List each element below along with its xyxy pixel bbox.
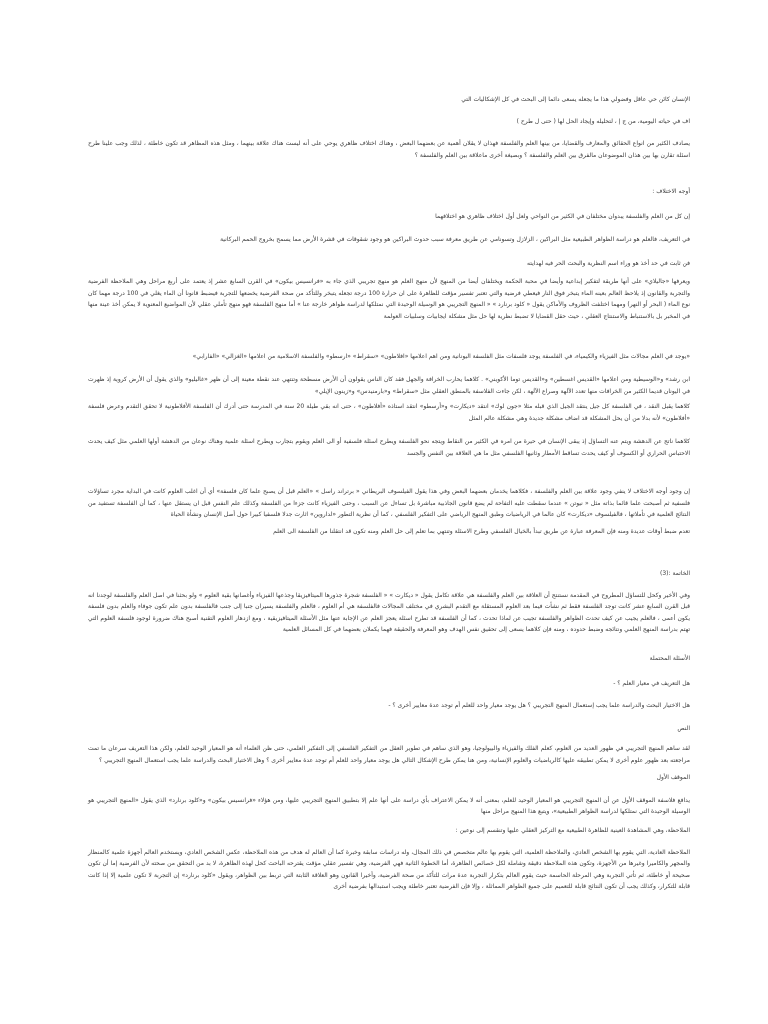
paragraph-line: الملاحظة، وهي المشاهدة العينية للظاهرة الطبيعية مع التركيز العقلي عليها وتنقسم إلى نوعين : <box>455 826 690 834</box>
section-heading-conclusion: الخاتمة :(3) <box>660 569 690 577</box>
section-heading-text: النص <box>677 725 690 732</box>
paragraph: يدافع فلاسفة الموقف الأول عن أن المنهج التجريبي هو المعيار الوحيد للعلم، بمعنى أنه لا يمكن الاعتراف بأي دراسة على أنها علم إلا بتطبيق المنهج التجريبي عليها، ومن هؤلاء «فرانسيس بيكون» و«كلود برنارد» الذي يقول «المنهج التجريبي هو الوسيلة الوحيدة التي نمتلكها لدراسة الظواهر الطبيعية»، ويتبع هذا المنهج مراحل منها <box>88 796 690 815</box>
paragraph: كلاهما ناتج عن الدهشة ويتم عنه التساؤل إذ يبقى الإنسان في حيرة من امره في الكثير من النقاط ويتجه نحو الفلسفة ويطرح اسئلة فلسفية أو الى العلم ويقوم بتجارب ويطرح اسئلة علمية وهناك نوعان من الدهشة أولها العلمي مثل كيف يحدث الاحتباس الحراري أو الكسوف أو كيف يحدث تساقط الأمطار وثانيها الفلسفي مثل ما هي العلاقة بين النفس والجسد <box>88 438 690 457</box>
paragraph: كلاهما يقبل النقد ، في الفلسفة كل جيل ينتقد الجيل الذي قبله مثلا «جون لوك» انتقد «ديكارت» و«أرسطو» انتقد استاذه «أفلاطون» ، حتى انه بقي طيلة 20 سنة في المدرسة حتى أدرك أن الفلسفة الأفلاطونية لا تحقق التقدم وعرض فلسفة «أفلاطون» لأنه بدلا من أن يحل المشكلة قد اضاف مشكلة جديدة وهي مشكلة عالم المثل <box>88 403 690 422</box>
paragraph-line: فن ثابت في حد أخذ هو وراء اسم النظرية والبحث الحر فيه لهدايته <box>527 260 690 267</box>
paragraph: «يوجد في العلم مجالات مثل الفيزياء والكيمياء، في الفلسفة يوجد فلسفات مثل الفلسفة اليونانية ومن اهم اعلامها «افلاطون» «سقراط» «ارسطو» والفلسفة الاسلامية من اعلامها «الغزالي» «الفارابي» <box>192 353 690 360</box>
intro-paragraph: يصادف الكثير من انواع الحقائق والمعارف والقضايا، من بينها العلم والفلسفة فهذان لا يقلان أهمية عن بعضهما البعض ، وهناك اختلاف ظاهري يوحي على أنه ليست هناك علاقة بينهما ، ومثل هذه المظاهر قد تكون خاطئة ، لذلك وجب علينا طرح اسئلة تقارن بها بين هذان الموضوعان مالفرق بين العلم والفلسفة ؟ وبصيغة أخرى ماعلاقة بين العلم والفلسفة ؟ <box>88 140 690 159</box>
paragraph: إن وجود أوجه الاختلاف لا ينفي وجود علاقة بين العلم والفلسفة ، فكلاهما يخدمان بعضهما البعض وفي هذا يقول الفيلسوف البريطاني « برتراند راسل » «العلم قبل أن يصبح علما كان فلسفة» أي أن اغلب العلوم كانت في البداية مجرد تساؤلات فلسفية ثم أصبحت علما قائما بذاته مثل « نيوتن » عندما سقطت عليه التفاحة لم يضع قانون الجاذبية مباشرة بل تساءل عن السبب ، وحتى الفيزياء كانت جزءا من الفلسفة وكذلك علم النفس قبل ان يستقل عنها ، كما أن الفلسفة تستفيد من النتائج العلمية في تأملاتها ، فالفيلسوف «ديكارت» كان عالما في الرياضيات وطبق المنهج الرياضي على التفكير الفلسفي ، كما أن نظرية التطور «لداروين» اثارت جدلا فلسفيا كبيرا حول أصل الإنسان ونشأة الحياة <box>88 488 690 518</box>
question-item: هل التعريف في معيار العلم ؟ - <box>613 680 690 687</box>
intro-line: اف في حياته اليومية، من ج إ ، لتحليله وإيجاد الحل لها ( حتى ل طرح ) <box>516 118 690 125</box>
section-heading-questions: الأسئلة المحتملة <box>649 655 690 662</box>
question-item: هل الاختيار البحث والدراسة علما يجب إستعمال المنهج التجريبي ؟ هل يوجد معيار واحد للعلم أم توجد عدة معايير أخرى ؟ - <box>388 702 690 709</box>
section-heading-differences: أوجه الاختلاف : <box>652 188 690 195</box>
paragraph: تعدم ضبط أوقات عديدة ومنه فإن المعرفة عبارة عن طريق تبدأ بالخيال الفلسفي وطرح الاسئلة وتنتهي بما تعلم إلى حل العلم ومنه تكون قد انتقلنا من الفلسفة الى العلم <box>273 527 690 535</box>
intro-line: الإنسان كائن حي عاقل وفضولي هذا ما يجعله يسعى دائما إلى البحث في كل الإشكاليات التي <box>461 96 690 103</box>
paragraph: ابن رشد» و«الوسيطية ومن اعلامها «القديس اغسطين» و«القديس توما الأكويني» . كلاهما يحارب الخرافة والجهل فقد كان الناس يقولون أن الأرض مسطحة وتنتهي عند نقطة معينة إلى أن ظهر «غاليليو» والذي يقول أن الأرض كروية إذ ظهرت في اليونان قديما الكثير من الخرافات منها تعدد الآلهة وصراع الآلهة ، لكن جاءت الفلاسفة بالمنطق العقلي مثل «سقراط» و«بارمنيدس» و«زينون الإيلي» <box>88 376 690 395</box>
paragraph-line: إن كل من العلم والفلسفة يبدوان مختلفان في الكثير من النواحي ولعل أول اختلاف ظاهري هو اختلافهما <box>435 213 690 220</box>
conclusion-paragraph: وفي الأخير وكحل للتساؤل المطروح في المقدمة نستنتج أن العلاقة بين العلم والفلسفة هي علاقة تكامل يقول « ديكارت » « الفلسفة شجرة جذورها الميتافيزيقا وجذعها الفيزياء وأغصانها بقية العلوم » ولو بحثنا في اصل العلم والفلسفة لوجدنا انه قبل القرن السابع عشر كانت توجد الفلسفة فقط ثم نشأت فيما بعد العلوم المستقلة مع التقدم البشري في مختلف المجالات فالفلسفة هي أم العلوم ، فالعلم والفلسفة يسيران جنبا إلى جنب فالفلسفة بدون علم تكون جوفاء والعلم بدون فلسفة يكون أعمى ، فالعلم يجيب عن كيف تحدث الظواهر والفلسفة تجيب عن لماذا تحدث ، كما أن الفلسفة قد تطرح اسئلة يعجز العلم عن الإجابة عنها مثل الأسئلة الميتافيزيقية ، ومع ازدهار العلوم التقنية أصبح هناك ضرورة لوجود فلسفة العلوم التي تهتم بدراسة المنهج العلمي ونتائجه وضبط حدوده ، ومنه فإن كلاهما يسعى إلى تحقيق نفس الهدف وهو المعرفة والحقيقة فهما يكملان بعضهما في كل المسائل العلمية <box>88 591 690 633</box>
paragraph: لقد ساهم المنهج التجريبي في ظهور العديد من العلوم، كعلم الفلك والفيزياء والبيولوجيا، وهو الذي ساهم في تطوير العقل من التفكير الفلسفي إلى التفكير العلمي، حتى ظن العلماء أنه هو المعيار الوحيد للعلم، ولكن هذا التعريف سرعان ما تمت مراجعته بعد ظهور علوم أخرى لا يمكن تطبيقه عليها كالرياضيات والعلوم الإنسانية، ومن هنا يمكن طرح الإشكال التالي هل يوجد معيار واحد للعلم أم توجد عدة معايير أخرى ؟ وهل الاختيار البحث والدراسة علما يجب استعمال المنهج التجريبي ؟ <box>88 745 690 764</box>
section-heading-first-position: الموقف الأول <box>656 773 690 781</box>
paragraph: ويعرفها «جاليلاي» على أنها طريقة لتفكير إبداعية وأيضا في محبة الحكمة ويختلفان أيضا من المنهج لأن منهج العلم هو منهج تجريبي الذي جاء به «فرانسيس بيكون» في القرن السابع عشر إذ يعتمد على أربع مراحل وهي الملاحظة الفرضية والتجربة والقانون إذ يلاحظ العالم بعينه الماء يتبخر فوق النار فيعطي فرضية والتي تعتبر تفسير مؤقت للظاهرة على ان حرارة 100 درجة تجعله يتبخر وللتأكد من صحة الفرضية يخضعها للتجربة فيضبط قانونا أن الماء يغلي في 100 درجة مهما كان نوع الماء ( البحر أو النهر) ومهما اختلفت الظروف والأماكن يقول « كلود برنارد » « المنهج التجريبي هو الوسيلة الوحيدة التي نمتلكها لدراسة ظواهر خارجة عنا » أما منهج الفلسفة فهو منهج تأملي عقلي لأن المواضيع المعنوية لا يمكن أخذ عينة منها في المخبر بل بالاستنباط والاستنتاج العقلي ، حيث حقل القضايا لا تضبط نظرية لها حل مثل مشكلة ايجابيات وسلبيات العولمة <box>88 278 690 320</box>
paragraph-line: في التعريف، فالعلم هو دراسة الظواهر الطبيعية مثل البراكين ، الزلازل وتسونامي عن طريق معرفة سبب حدوث البراكين هو وجود شقوقات في قشرة الأرض مما يسمح بخروج الحمم البركانية <box>220 236 690 243</box>
document-body <box>88 94 690 893</box>
paragraph: الملاحظة العادية، التي يقوم بها الشخص العادي، والملاحظة العلمية، التي يقوم بها عالم متخصص في ذلك المجال، وله دراسات سابقة وخبرة كما أن العالم له هدف من هذه الملاحظة، عكس الشخص العادي، ويستخدم العالم أجهزة علمية كالمنظار والمجهر والكاميرا وغيرها من الأجهزة، وتكون هذه الملاحظة دقيقة وشاملة لكل خصائص الظاهرة، أما الخطوة الثانية فهي الفرضية، وهي تفسير عقلي مؤقت يقترحه الباحث كحل لهذه الظاهرة، لا بد من التحقق من صحته لأن الفرضية إما أن تكون صحيحة أو خاطئة، ثم تأتي التجربة وهي المرحلة الحاسمة حيث يقوم العالم بتكرار التجربة عدة مرات للتأكد من صحة الفرضية، وأخيرا القانون وهو العلاقة الثابتة التي تربط بين الظواهر، ويقول «كلود برنارد» إن التجربة لا تكون علمية إلا إذا كانت قابلة للتكرار، وكذلك يجب أن تكون النتائج قابلة للتعميم على جميع الظواهر المماثلة ، وإلا فإن الفرضية تعتبر خاطئة ويجب استبدالها بفرضية أخرى <box>88 848 690 890</box>
